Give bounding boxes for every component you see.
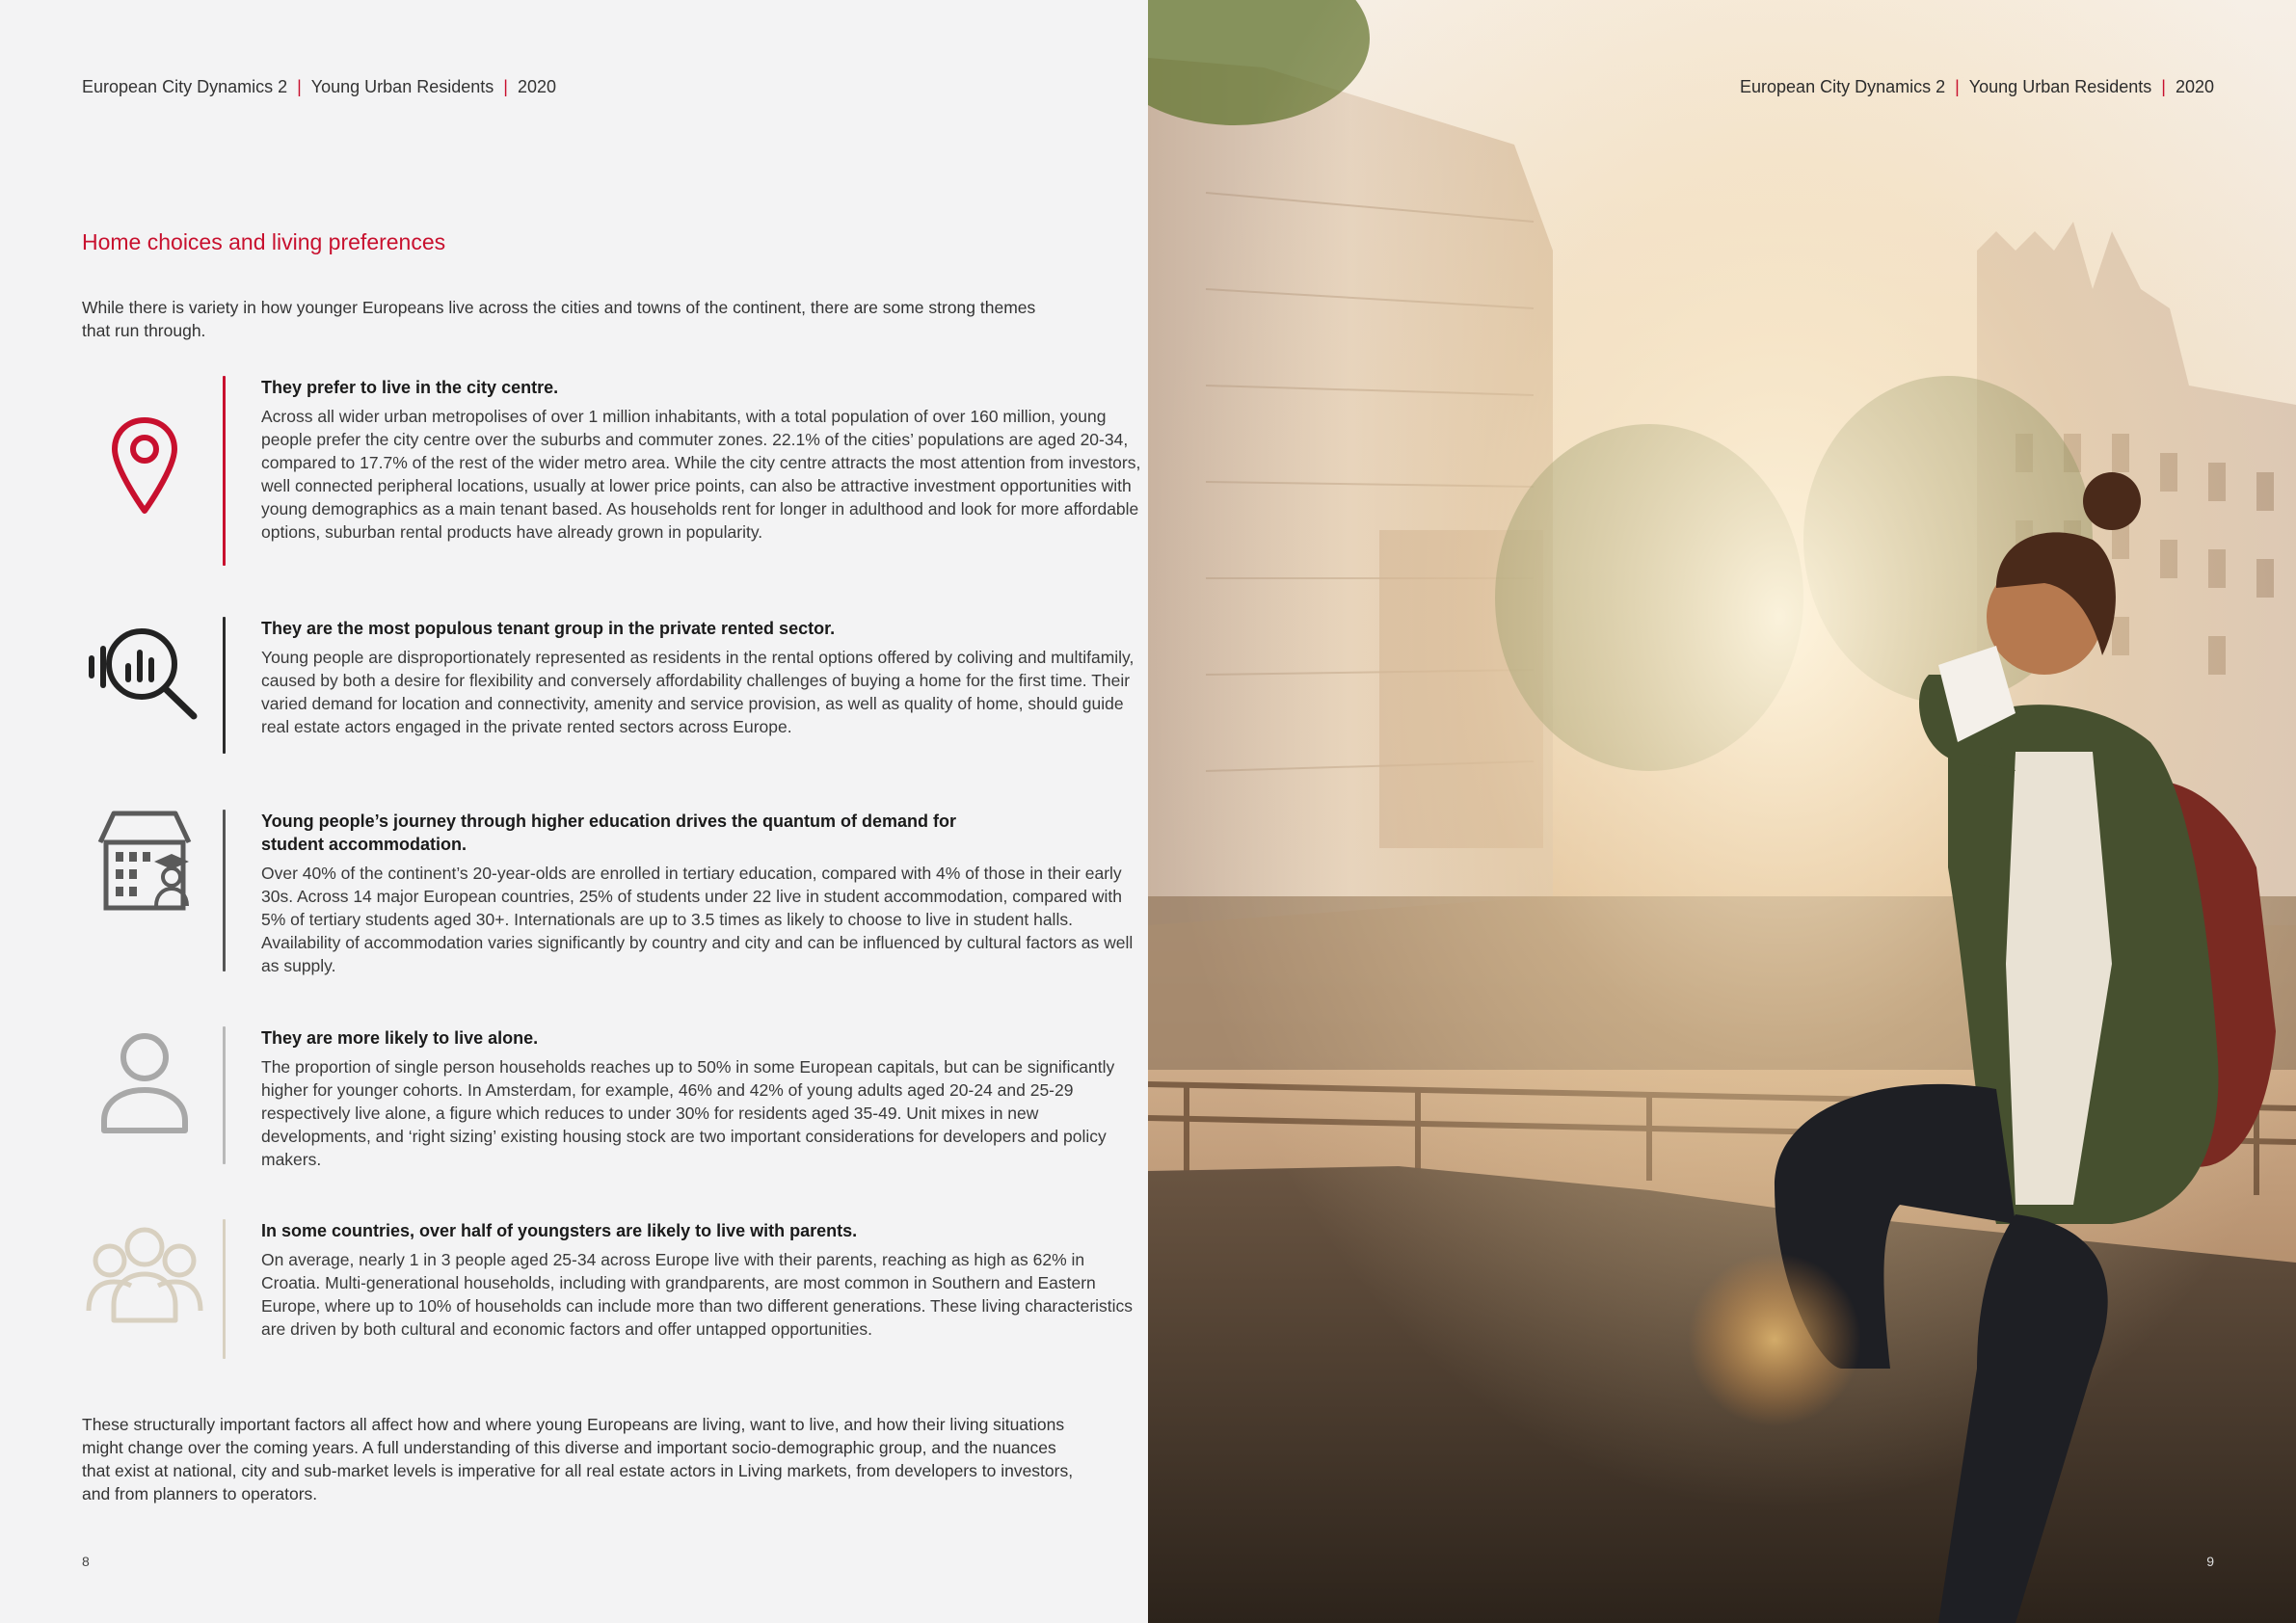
header-publication: European City Dynamics 2 bbox=[1740, 77, 1946, 96]
header-separator: | bbox=[503, 77, 508, 96]
page-number-left: 8 bbox=[82, 1554, 90, 1569]
header-separator: | bbox=[2161, 77, 2166, 96]
magnifier-chart-icon bbox=[82, 620, 207, 720]
header-separator: | bbox=[297, 77, 302, 96]
theme-item-rented-sector bbox=[82, 617, 1135, 757]
item-body: Across all wider urban metropolises of over 1 million inhabitants, with a total population of over 160 million, young people prefer the city centre over the suburbs and commuter zones. 22.1% of the cities’ populations are aged 20-34, compared to 17.7% of the rest of the wider metro area. While the city centre attracts the most attention from investors, well connected peripheral locations, usually at lower price points, can also be attractive investment opportunities with young demographics as a main tenant based. As households rent for longer in adulthood and look for more affordable options, suburban rental products have already grown in popularity. bbox=[261, 407, 1141, 542]
item-heading: In some countries, over half of youngsters are likely to live with parents. bbox=[261, 1221, 858, 1240]
item-heading: Young people’s journey through higher education drives the quantum of demand for student accommodation. bbox=[261, 812, 957, 854]
item-heading: They are the most populous tenant group in the private rented sector. bbox=[261, 619, 836, 638]
item-content bbox=[261, 617, 1148, 738]
header-year: 2020 bbox=[2175, 77, 2214, 96]
item-content bbox=[261, 376, 1148, 544]
conclusion-paragraph: These structurally important factors all affect how and where young Europeans are living, want to live, and how their living situations might change over the coming years. A full understanding of this diverse and important socio-demographic group, and the nuances that exist at national, city and sub-market levels is imperative for all real estate actors in Living markets, from developers to investors, and from planners to operators. bbox=[82, 1415, 1074, 1503]
item-divider bbox=[223, 1219, 226, 1359]
item-body: Young people are disproportionately represented as residents in the rental options offered by coliving and multifamily, caused by both a desire for flexibility and conversely affordability challenges of buying a home for the first time. Their varied demand for location and connectivity, amenity and service provision, as well as quality of home, should guide real estate actors engaged in the private rented sectors across Europe. bbox=[261, 648, 1135, 736]
theme-item-live-with-parents bbox=[82, 1219, 1134, 1362]
item-body: Over 40% of the continent’s 20-year-olds are enrolled in tertiary education, compared with 4% of those in their early 30s. Across 14 major European countries, 25% of students under 22 live in student accommodation, compared with 5% of tertiary students aged 30+. Internationals are up to 3.5 times as likely to choose to live in student halls. Availability of accommodation varies significantly by country and city and can be influenced by cultural factors as well as supply. bbox=[261, 864, 1134, 975]
right-page bbox=[1148, 0, 2296, 1623]
header-series: Young Urban Residents bbox=[310, 77, 494, 96]
item-content bbox=[261, 810, 1148, 977]
student-housing-icon bbox=[82, 810, 207, 912]
page-number-right: 9 bbox=[2206, 1554, 2214, 1569]
running-header-right bbox=[1740, 77, 2214, 97]
header-series: Young Urban Residents bbox=[1968, 77, 2152, 96]
item-heading: They are more likely to live alone. bbox=[261, 1028, 539, 1048]
item-heading: They prefer to live in the city centre. bbox=[261, 378, 559, 397]
item-divider bbox=[223, 617, 226, 754]
header-year: 2020 bbox=[517, 77, 556, 96]
item-content bbox=[261, 1026, 1148, 1171]
item-body: The proportion of single person households reaches up to 50% in some European capitals, but can be significantly higher for younger cohorts. In Amsterdam, for example, 46% and 42% of young adults aged 20-24 and 25-29 respectively live alone, a figure which reduces to under 30% for residents aged 35-49. Unit mixes in new developments, and ‘right sizing’ existing housing stock are two important considerations for developers and policy makers. bbox=[261, 1057, 1115, 1169]
header-separator: | bbox=[1955, 77, 1960, 96]
theme-item-student-accommodation bbox=[82, 810, 1134, 975]
single-person-icon bbox=[82, 1030, 207, 1134]
section-intro: While there is variety in how younger Europeans live across the cities and towns of the continent, there are some strong themes that run through. bbox=[82, 298, 1036, 340]
section-title: Home choices and living preferences bbox=[82, 229, 446, 254]
location-pin-icon bbox=[82, 416, 207, 517]
item-body: On average, nearly 1 in 3 people aged 25-34 across Europe live with their parents, reaching as high as 62% in Croatia. Multi-generational households, including with grandparents, are most common in Southern and Eastern Europe, where up to 10% of households can include more than two different generations. These living characteristics are driven by both cultural and economic factors and offer untapped opportunities. bbox=[261, 1250, 1134, 1339]
item-content bbox=[261, 1219, 1148, 1341]
item-divider bbox=[223, 1026, 226, 1164]
running-header-left bbox=[82, 77, 556, 97]
item-divider bbox=[223, 376, 226, 566]
header-publication: European City Dynamics 2 bbox=[82, 77, 288, 96]
theme-item-city-centre bbox=[82, 376, 1141, 569]
city-photo bbox=[1148, 0, 2296, 1623]
item-divider bbox=[223, 810, 226, 971]
theme-item-live-alone bbox=[82, 1026, 1115, 1169]
group-people-icon bbox=[82, 1222, 207, 1324]
